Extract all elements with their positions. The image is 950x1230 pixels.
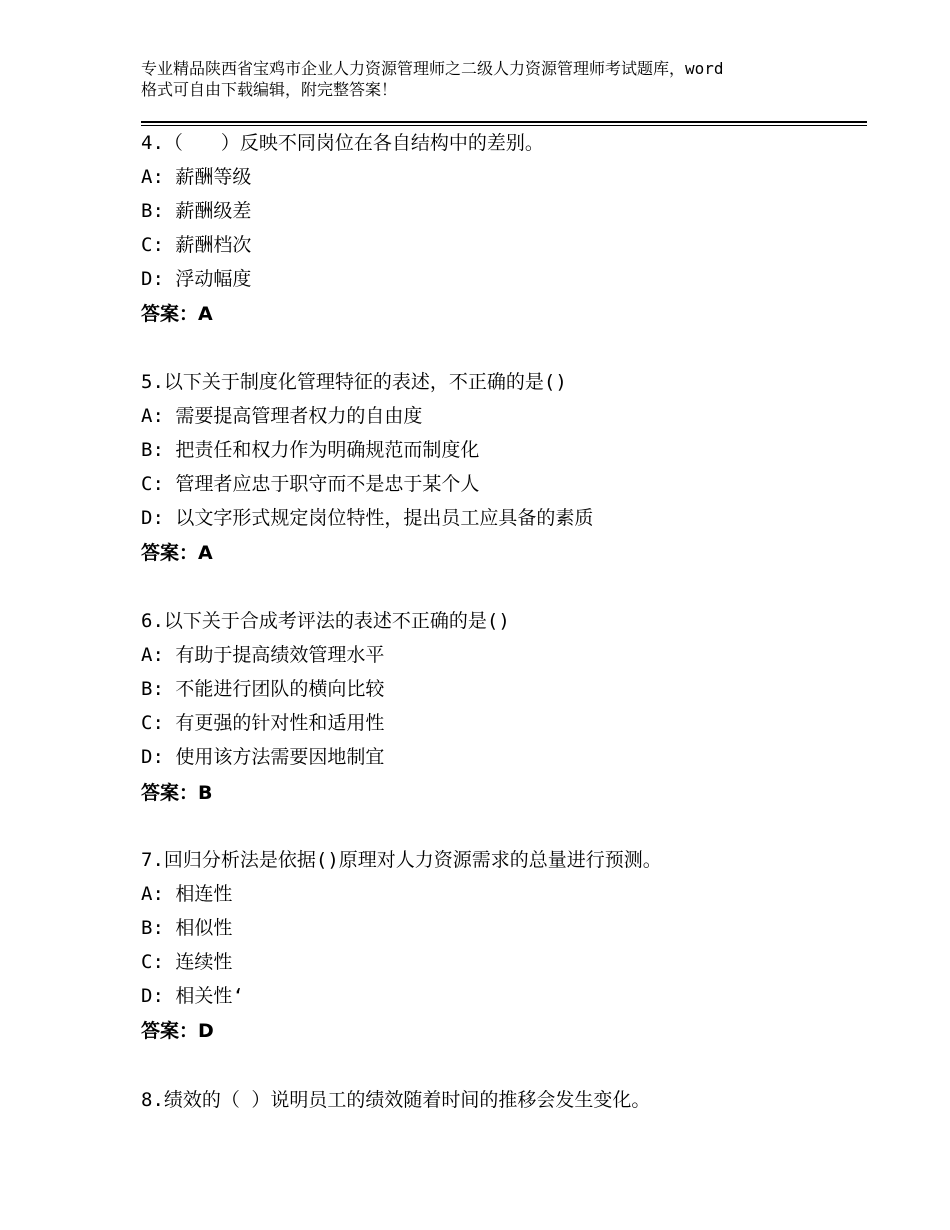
- question-5-option-b: B: 把责任和权力作为明确规范而制度化: [141, 439, 480, 461]
- question-7-option-c: C: 连续性: [141, 951, 233, 973]
- document-header: [141, 58, 841, 100]
- question-5-stem: 5.以下关于制度化管理特征的表述，不正确的是(): [141, 371, 567, 393]
- question-6-option-c: C: 有更强的针对性和适用性: [141, 712, 385, 734]
- question-6-option-a: A: 有助于提高绩效管理水平: [141, 644, 385, 666]
- question-4-option-b: B: 薪酬级差: [141, 200, 252, 222]
- question-4-option-d: D: 浮动幅度: [141, 268, 252, 290]
- question-4-option-c: C: 薪酬档次: [141, 234, 252, 256]
- question-5-option-d: D: 以文字形式规定岗位特性，提出员工应具备的素质: [141, 507, 594, 529]
- question-4-stem: 4.（ ）反映不同岗位在各自结构中的差别。: [141, 132, 544, 154]
- question-5-option-a: A: 需要提高管理者权力的自由度: [141, 405, 423, 427]
- question-4-answer: 答案：A: [141, 303, 213, 325]
- question-4-option-a: A: 薪酬等级: [141, 166, 252, 188]
- question-7-answer: 答案：D: [141, 1020, 214, 1042]
- question-6-stem: 6.以下关于合成考评法的表述不正确的是(): [141, 610, 510, 632]
- header-divider-thin: [141, 125, 867, 126]
- question-7-option-b: B: 相似性: [141, 917, 233, 939]
- header-line-2: 格式可自由下载编辑，附完整答案！: [141, 80, 398, 99]
- question-7-option-a: A: 相连性: [141, 883, 233, 905]
- question-5-answer: 答案：A: [141, 542, 213, 564]
- question-7-option-d: D: 相关性‘: [141, 985, 244, 1007]
- question-7-stem: 7.回归分析法是依据()原理对人力资源需求的总量进行预测。: [141, 849, 662, 871]
- header-line-1: 专业精品陕西省宝鸡市企业人力资源管理师之二级人力资源管理师考试题库，word: [141, 59, 724, 78]
- question-6-answer: 答案：B: [141, 782, 213, 804]
- question-6-option-d: D: 使用该方法需要因地制宜: [141, 746, 385, 768]
- question-8-stem: 8.绩效的（ ）说明员工的绩效随着时间的推移会发生变化。: [141, 1089, 651, 1111]
- question-5-option-c: C: 管理者应忠于职守而不是忠于某个人: [141, 473, 480, 495]
- question-6-option-b: B: 不能进行团队的横向比较: [141, 678, 385, 700]
- header-divider-thick: [141, 121, 867, 123]
